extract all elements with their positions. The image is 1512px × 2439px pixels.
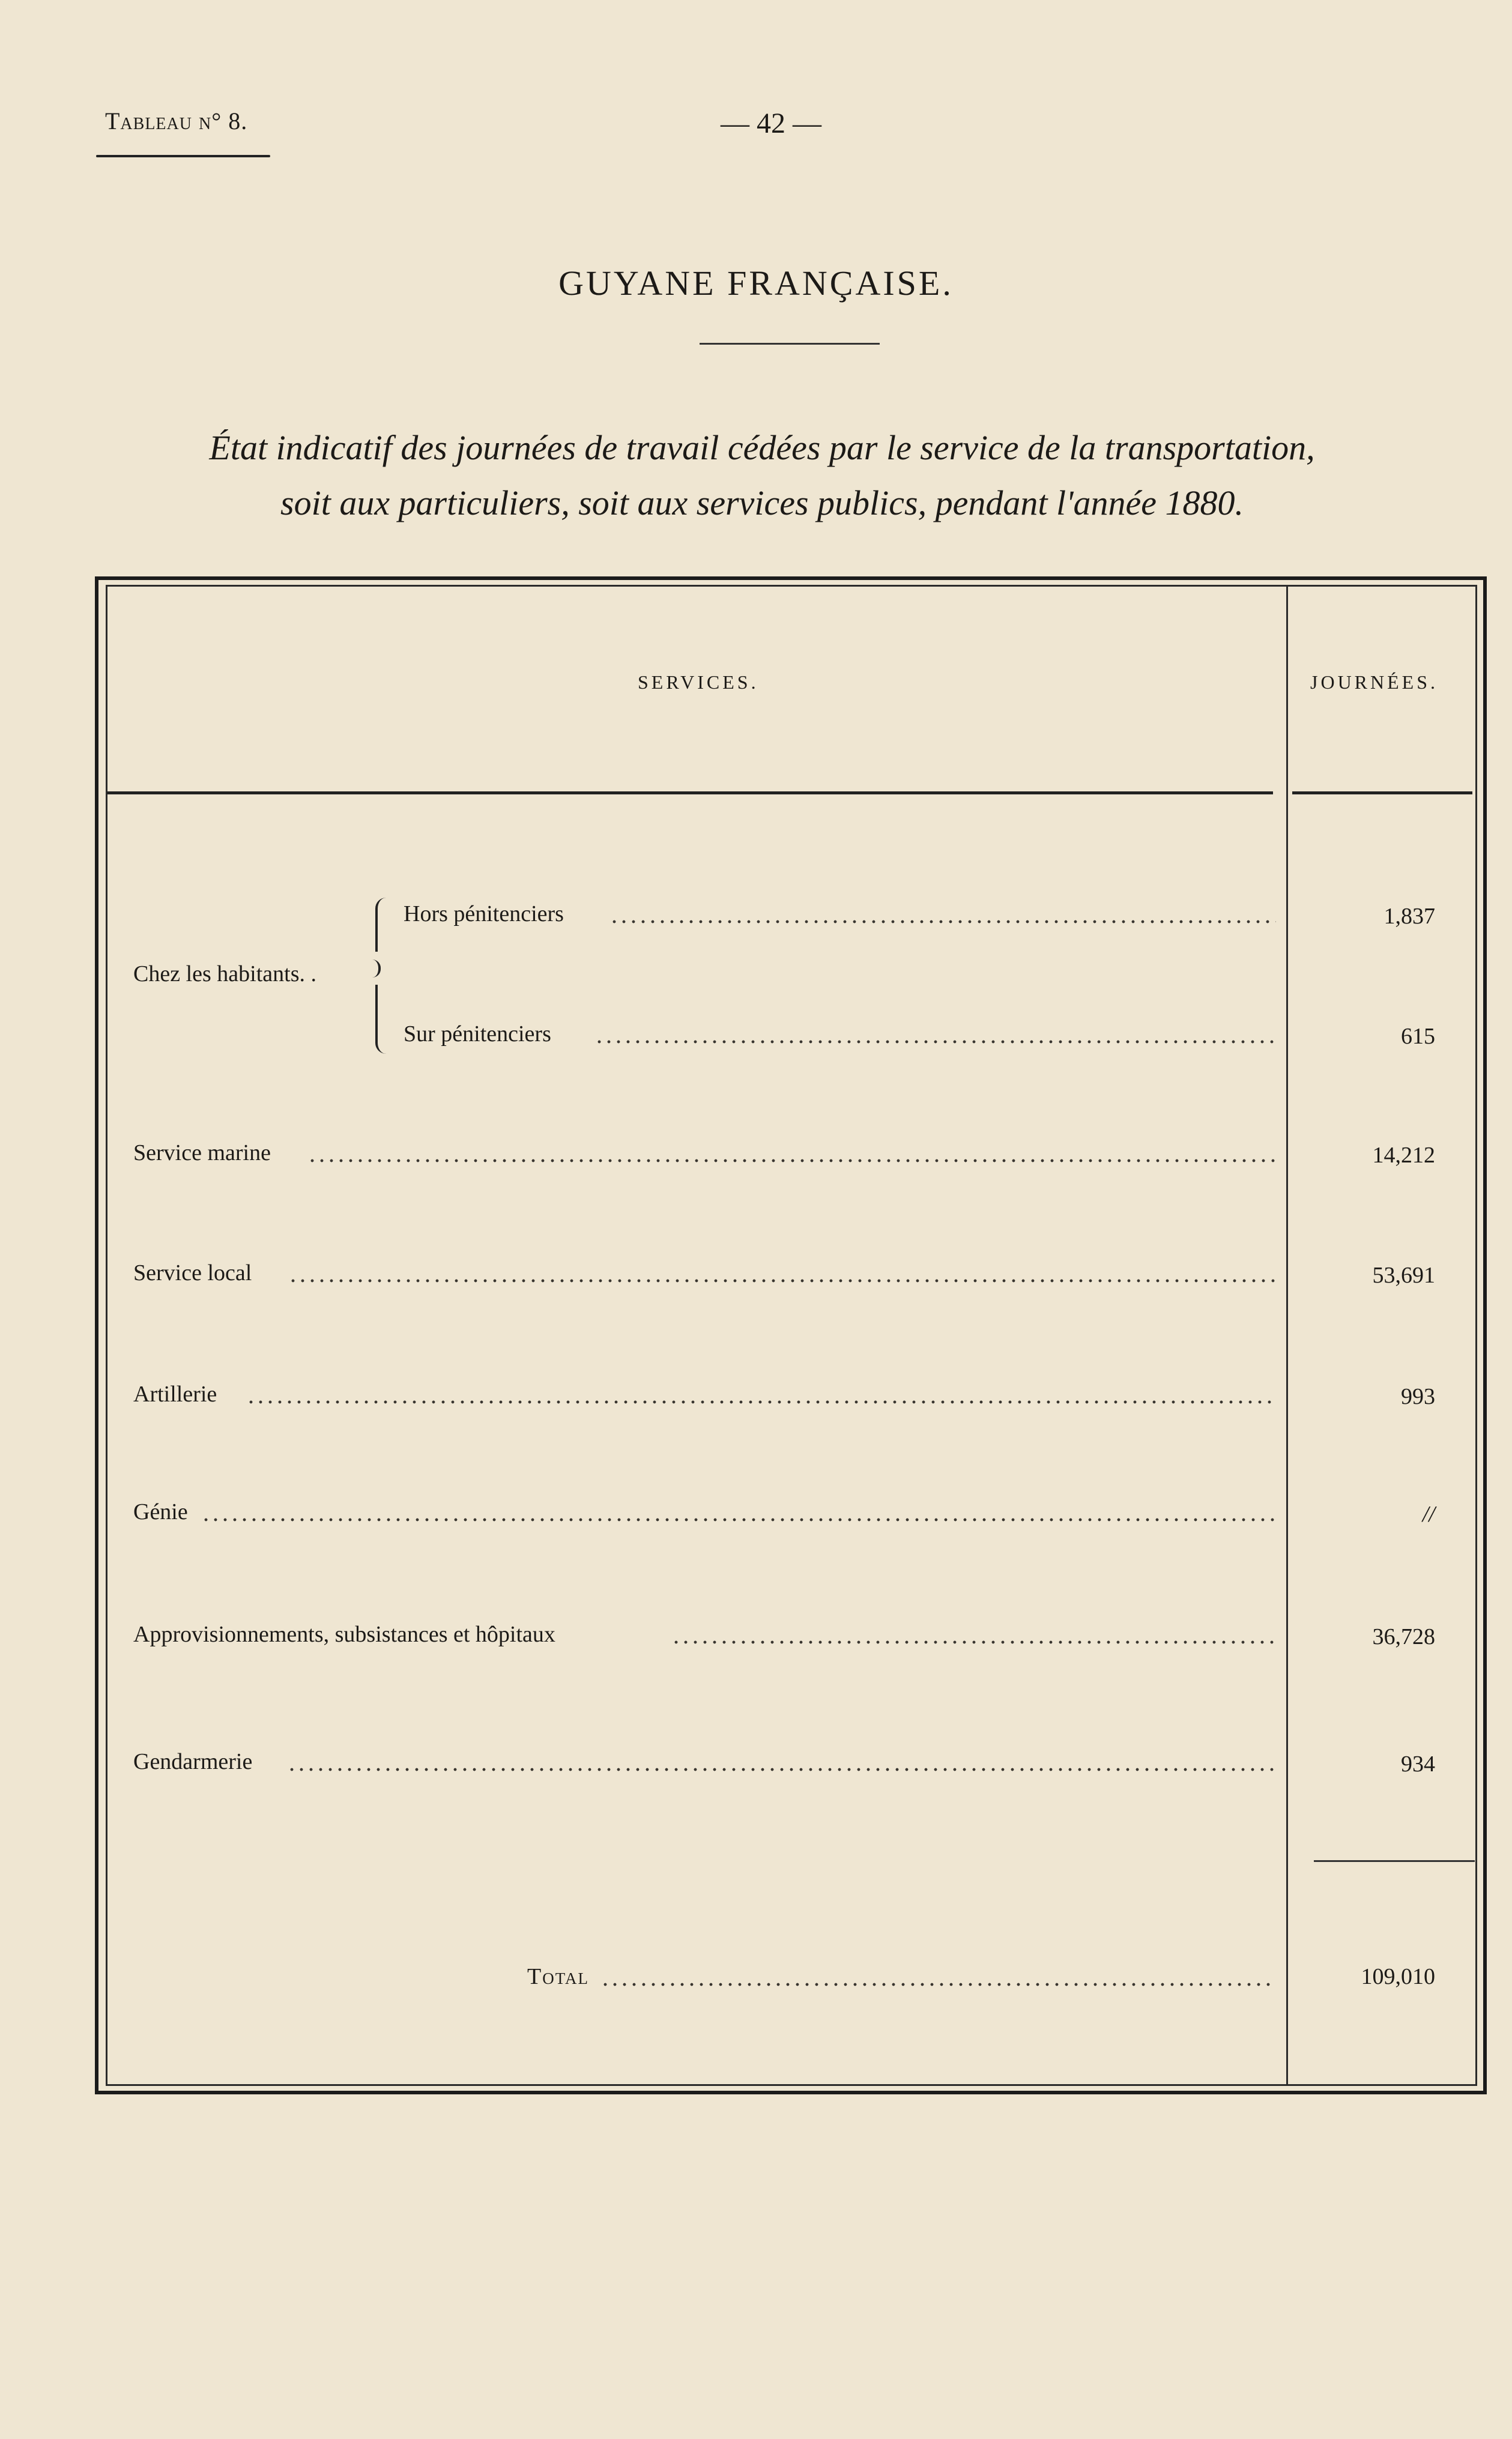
caption-line-2: soit aux particuliers, soit aux services publics, pendant l'année 1880. (280, 483, 1244, 522)
group-label-habitants: Chez les habitants. . (133, 961, 316, 987)
table-row-value: 934 (1401, 1751, 1435, 1777)
table-row-label: Génie (133, 1499, 188, 1525)
caption-line-1: État indicatif des journées de travail cédées par le service de la transportation, (209, 428, 1315, 467)
table-frame-inner (106, 585, 1477, 2086)
column-divider (1286, 586, 1288, 2085)
table-row-label: Service marine (133, 1140, 271, 1165)
table-row-label: Sur pénitenciers (404, 1021, 551, 1047)
brace-top (375, 898, 386, 952)
column-header-journees: JOURNÉES. (1310, 671, 1439, 693)
leader-dots (287, 1768, 1276, 1771)
table-row-label: Gendarmerie (133, 1749, 253, 1774)
table-row-value: 993 (1401, 1384, 1435, 1409)
table-row-value: // (1422, 1502, 1435, 1527)
table-row-label: Artillerie (133, 1382, 217, 1407)
table-row-value: 615 (1401, 1024, 1435, 1049)
leader-dots (288, 1279, 1276, 1283)
leader-dots (671, 1640, 1276, 1644)
table-row-value: 36,728 (1372, 1624, 1435, 1649)
table-row-label: Approvisionnements, subsistances et hôpitaux (133, 1622, 555, 1647)
leader-dots (609, 920, 1276, 923)
leader-dots (594, 1040, 1276, 1044)
header-underline (96, 155, 270, 157)
table-row-label: Hors pénitenciers (404, 901, 564, 926)
total-label: Total (527, 1964, 590, 1989)
header-rule-journees (1292, 791, 1472, 794)
column-header-services: SERVICES. (638, 671, 759, 693)
table-row-label: Service local (133, 1260, 252, 1286)
header-rule-services (107, 791, 1273, 794)
brace-point (365, 960, 381, 978)
title-divider (700, 343, 880, 345)
leader-dots (246, 1400, 1276, 1404)
leader-dots (600, 1983, 1276, 1986)
page-title: GUYANE FRANÇAISE. (558, 264, 954, 303)
table-row-value: 1,837 (1383, 904, 1435, 929)
total-rule (1314, 1860, 1475, 1862)
brace-bottom (375, 985, 386, 1054)
page-number: — 42 — (721, 107, 821, 139)
table-row-value: 14,212 (1372, 1143, 1435, 1168)
table-reference: Tableau n° 8. (105, 107, 248, 134)
leader-dots (307, 1159, 1276, 1162)
total-value: 109,010 (1361, 1964, 1435, 1989)
table-row-value: 53,691 (1372, 1263, 1435, 1288)
leader-dots (201, 1518, 1276, 1522)
table-caption (96, 420, 1428, 531)
